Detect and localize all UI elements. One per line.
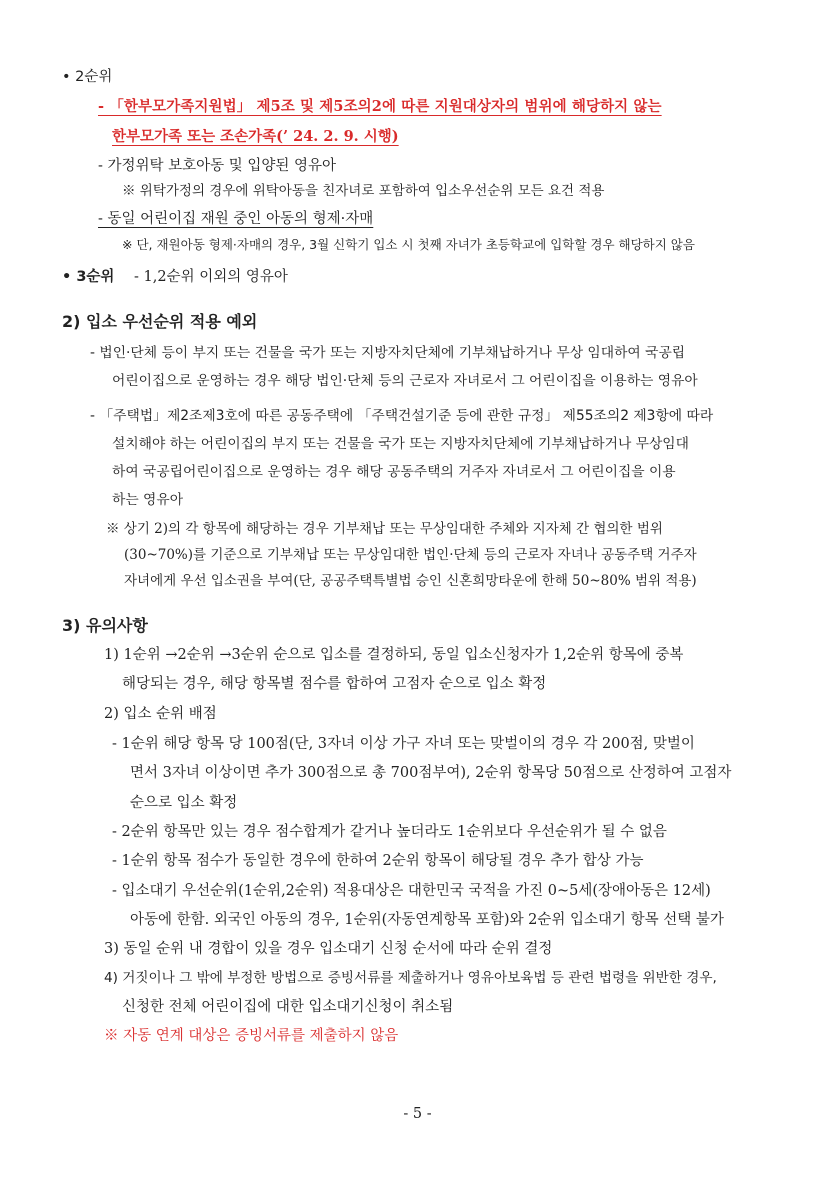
section2-item1-line1: - 법인·단체 등이 부지 또는 건물을 국가 또는 지방자치단체에 기부채납하거나 무상 임대하여 국공립: [90, 345, 686, 361]
priority3-heading: • 3순위: [62, 269, 115, 285]
priority3-text: - 1,2순위 이외의 영유아: [134, 269, 288, 285]
priority2-item2: - 가정위탁 보호아동 및 입양된 영유아: [98, 158, 337, 174]
priority2-item3-note: ※ 단, 재원아동 형제·자매의 경우, 3월 신학기 입소 시 첫째 자녀가 초등학교에 입학할 경우 해당하지 않음: [122, 237, 695, 252]
priority2-item3: - 동일 어린이집 재원 중인 아동의 형제·자매: [98, 211, 374, 227]
section2-item2-line4: 하는 영유아: [112, 492, 184, 508]
section3-p4-line1: 4) 거짓이나 그 밖에 부정한 방법으로 증빙서류를 제출하거나 영유아보육법 등 관련 법령을 위반한 경우,: [104, 970, 717, 986]
section3-p2d-line1: - 입소대기 우선순위(1순위,2순위) 적용대상은 대한민국 국적을 가진 0~5세(장애아동은 12세): [112, 883, 711, 899]
section3-p2: 2) 입소 순위 배점: [104, 706, 217, 722]
section3-p1-line2: 해당되는 경우, 해당 항목별 점수를 합하여 고점자 순으로 입소 확정: [122, 676, 547, 692]
section2-title: 2) 입소 우선순위 적용 예외: [62, 312, 258, 331]
section2-note-line3: 자녀에게 우선 입소권을 부여(단, 공공주택특별법 승인 신혼희망타운에 한해 50~80% 범위 적용): [124, 573, 697, 589]
section3-p2d-line2: 아동에 한함. 외국인 아동의 경우, 1순위(자동연계항목 포함)와 2순위 입소대기 항목 선택 불가: [130, 912, 724, 928]
section3-p4-line2: 신청한 전체 어린이집에 대한 입소대기신청이 취소됨: [122, 999, 454, 1015]
priority2-item1-line1: - 「한부모가족지원법」 제5조 및 제5조의2에 따른 지원대상자의 범위에 해당하지 않는: [98, 98, 662, 115]
section3-note: ※ 자동 연계 대상은 증빙서류를 제출하지 않음: [104, 1028, 399, 1044]
section2-item2-line1: - 「주택법」제2조제3호에 따른 공동주택에 「주택건설기준 등에 관한 규정」 제55조의2 제3항에 따라: [90, 408, 714, 424]
page-number: - 5 -: [403, 1106, 432, 1122]
section3-p3: 3) 동일 순위 내 경합이 있을 경우 입소대기 신청 순서에 따라 순위 결정: [104, 941, 553, 957]
section2-item2-line2: 설치해야 하는 어린이집의 부지 또는 건물을 국가 또는 지방자치단체에 기부채납하거나 무상임대: [112, 436, 689, 452]
section3-p1-line1: 1) 1순위 →2순위 →3순위 순으로 입소를 결정하되, 동일 입소신청자가 1,2순위 항목에 중복: [104, 647, 684, 663]
section2-item1-line2: 어린이집으로 운영하는 경우 해당 법인·단체 등의 근로자 자녀로서 그 어린이집을 이용하는 영유아: [112, 373, 698, 389]
priority2-item2-note: ※ 위탁가정의 경우에 위탁아동을 친자녀로 포함하여 입소우선순위 모든 요건 적용: [122, 183, 605, 199]
section3-p2c: - 1순위 항목 점수가 동일한 경우에 한하여 2순위 항목이 해당될 경우 추가 합상 가능: [112, 853, 644, 869]
priority2-item1-line2: 한부모가족 또는 조손가족(’ 24. 2. 9. 시행): [112, 128, 399, 145]
section3-p2a-line1: - 1순위 해당 항목 당 100점(단, 3자녀 이상 가구 자녀 또는 맞벌이의 경우 각 200점, 맞벌이: [112, 736, 695, 752]
section2-item2-line3: 하여 국공립어린이집으로 운영하는 경우 해당 공동주택의 거주자 자녀로서 그 어린이집을 이용: [112, 464, 676, 480]
section3-p2a-line3: 순으로 입소 확정: [130, 795, 238, 811]
section3-p2a-line2: 면서 3자녀 이상이면 추가 300점으로 총 700점부여), 2순위 항목당 50점으로 산정하여 고점자: [130, 765, 732, 781]
section3-title: 3) 유의사항: [62, 616, 148, 635]
section3-p2b: - 2순위 항목만 있는 경우 점수합계가 같거나 높더라도 1순위보다 우선순위가 될 수 없음: [112, 824, 667, 840]
section2-note-line1: ※ 상기 2)의 각 항목에 해당하는 경우 기부채납 또는 무상임대한 주체와 지자체 간 협의한 범위: [106, 521, 663, 537]
section2-note-line2: (30~70%)를 기준으로 기부채납 또는 무상임대한 법인·단체 등의 근로자 자녀나 공동주택 거주자: [124, 547, 697, 563]
priority2-heading: • 2순위: [62, 69, 113, 85]
